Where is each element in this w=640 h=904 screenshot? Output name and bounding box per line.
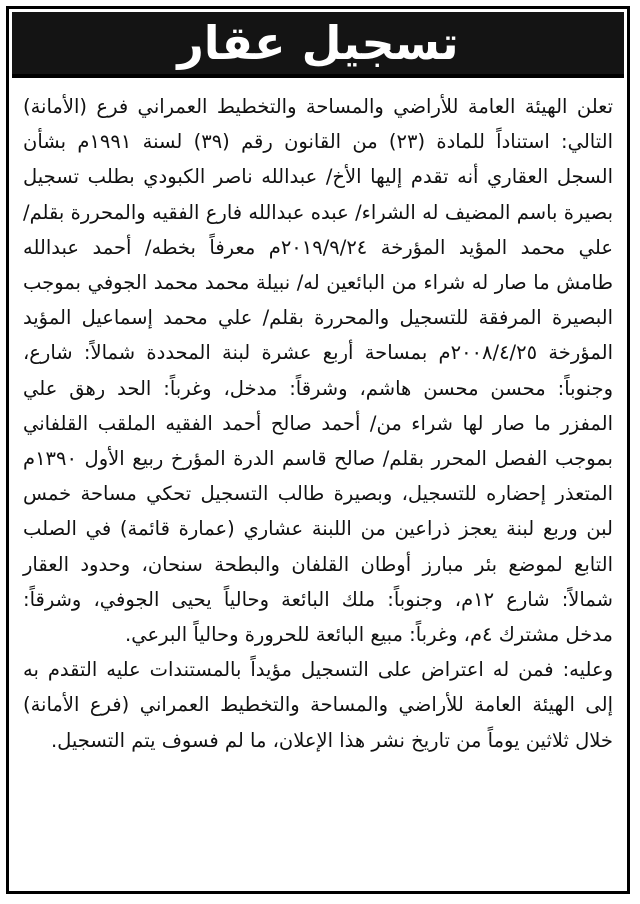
notice-title: تسجيل عقار [177,16,459,70]
notice-paragraph-objection: وعليه: فمن له اعتراض على التسجيل مؤيداً بالمستندات عليه التقدم به إلى الهيئة العامة للأراضي والمساحة والتخطيط العمراني (فرع الأمانة) خلال ثلاثين يوماً من تاريخ نشر هذا الإعلان، ما لم فسوف يتم التسجيل. [23,658,613,752]
notice-frame [6,6,630,894]
notice-body [23,89,613,758]
notice-title-bar [12,12,624,78]
notice-paragraph-main: تعلن الهيئة العامة للأراضي والمساحة والتخطيط العمراني فرع (الأمانة) التالي: استناداً للمادة (٢٣) من القانون رقم (٣٩) لسنة ١٩٩١م بشأن السجل العقاري أنه تقدم إليها الأخ/ عبدالله ناصر الكبودي بطلب تسجيل بصيرة باسم المضيف له الشراء/ عبده عبدالله فارع الفقيه والمحررة بقلم/ علي محمد المؤيد المؤرخة ٢٠١٩/٩/٢٤م معرفاً بخطه/ أحمد عبدالله طامش ما صار له شراء من البائعين له/ نبيلة محمد محمد الجوفي بموجب البصيرة المرفقة للتسجيل والمحررة بقلم/ علي محمد إسماعيل المؤيد المؤرخة ٢٠٠٨/٤/٢٥م بمساحة أربع عشرة لبنة المحددة شمالاً: شارع، وجنوباً: محسن محسن هاشم، وشرقاً: مدخل، وغرباً: الحد رهق علي المفزر ما صار لها شراء من/ أحمد صالح أحمد الفقيه الملقب القلفاني بموجب الفصل المحرر بقلم/ صالح قاسم الدرة المؤرخ ربيع الأول ١٣٩٠م المتعذر إحضاره للتسجيل، وبصيرة طالب التسجيل تحكي مساحة خمس لبن وربع لبنة يعجز ذراعين من اللبنة عشاري (عمارة قائمة) في الصلب التابع لموضع بئر مبارز أوطان القلفان والبطحة سنحان، وحدود العقار شمالاً: شارع ١٢م، وجنوباً: ملك البائعة وحالياً يحيى الجوفي، وشرقاً: مدخل مشترك ٤م، وغرباً: مبيع البائعة للحرورة وحالياً البرعي. [23,95,613,647]
